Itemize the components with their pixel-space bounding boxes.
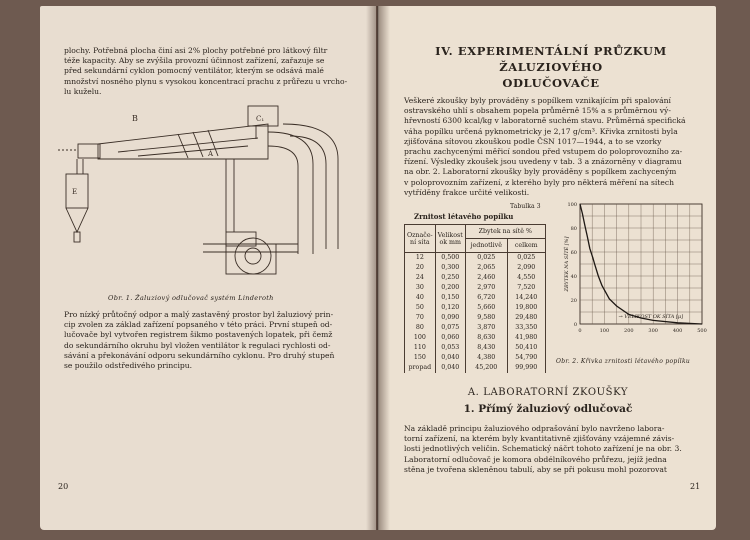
text-line: v poloprovozním zařízení, z kterého byly pro některá měření na sítech	[404, 177, 675, 187]
text-line: hřevností 6300 kcal/kg v laboratorně suchém stavu. Průměrná specifická	[404, 116, 686, 126]
text-line: vytříděny frakce určité velikosti.	[404, 187, 530, 197]
table-cell: 150	[405, 353, 436, 363]
table-cell: 6,720	[465, 293, 507, 303]
table-cell: 14,240	[507, 293, 545, 303]
table-row	[405, 273, 546, 283]
table-cell: 4,380	[465, 353, 507, 363]
y-tick-label: 20	[570, 298, 577, 304]
chapter-title-line-1: IV. EXPERIMENTÁLNÍ PRŮZKUM ŽALUZIOVÉHO	[435, 44, 667, 74]
grain-size-table	[404, 224, 546, 373]
label-b: B	[132, 114, 138, 123]
table-cell: 2,970	[465, 283, 507, 293]
text-line: Pro nízký průtočný odpor a malý zastavěný prostor byl žaluziový prin-	[64, 310, 334, 319]
text-line: zjišťována sítovou zkouškou podle ČSN 1017—1944, a to se vzorky	[404, 136, 662, 146]
text-line: řízení. Výsledky zkoušek jsou uvedeny v tab. 3 a znázorněny v diagramu	[404, 157, 682, 167]
y-tick-label: 80	[570, 226, 577, 232]
table-row	[405, 323, 546, 333]
text-line: váha popílku určená pyknometricky je 2,17 g/cm³. Křivka zrnitosti byla	[404, 126, 678, 136]
text-line: se použilo odstředivého principu.	[64, 361, 193, 371]
table-cell: 24	[405, 273, 436, 283]
x-tick-label: 300	[648, 328, 658, 334]
table-cell: 5,660	[465, 303, 507, 313]
section-paragraph	[404, 424, 696, 475]
table-body	[405, 253, 546, 373]
table-cell: 0,090	[435, 313, 465, 323]
table-cell: 2,460	[465, 273, 507, 283]
figure-1-caption: Obr. 1. Žaluziový odlučovač systém Linderoth	[108, 294, 274, 302]
text-line: množství nosného plynu s vysokou koncentrací prachu z průřezu u vrcho-	[64, 76, 348, 86]
table-cell: 0,250	[435, 273, 465, 283]
page-number-right: 21	[690, 482, 701, 491]
table-cell: 50	[405, 303, 436, 313]
table-cell: 0,150	[435, 293, 465, 303]
x-tick-label: 0	[578, 328, 582, 334]
table-cell: 50,410	[507, 343, 545, 353]
table-cell: 2,090	[507, 263, 545, 273]
y-tick-label: 60	[570, 250, 577, 256]
x-tick-label: 500	[697, 328, 707, 334]
table-cell: 0,500	[435, 253, 465, 263]
book-gutter	[366, 6, 390, 530]
table-cell: 0,040	[435, 353, 465, 363]
text-line: prachu zachycenými měřicí sondou před vstupem do poloprovozního za-	[404, 147, 683, 157]
table-cell: 40	[405, 293, 436, 303]
intro-paragraph	[404, 96, 696, 198]
header-total: celkem	[507, 239, 545, 253]
x-tick-label: 200	[624, 328, 634, 334]
text-line: před sekundární cyklon pomocný ventilátor, kterým se odsává malé	[64, 66, 324, 76]
y-tick-label: 40	[570, 274, 577, 280]
left-top-paragraph	[64, 46, 360, 97]
linderoth-separator-drawing	[58, 94, 358, 290]
right-page	[378, 6, 716, 530]
text-line: lučovače byl vytvořen registrem šikmo postavených lopatek, při čemž	[64, 330, 333, 340]
label-e: E	[72, 188, 78, 196]
chapter-title-line-2: ODLUČOVAČE	[502, 76, 600, 90]
table-cell: 3,870	[465, 323, 507, 333]
table-cell: 33,350	[507, 323, 545, 333]
text-line: sávání a překonávání odporu sekundárního cyklonu. Pro druhý stupeň	[64, 350, 335, 360]
table-cell: propad	[405, 363, 436, 373]
x-axis-label: → VELIKOST OK SÍTA [μ]	[618, 314, 684, 320]
table-cell: 99,990	[507, 363, 545, 373]
table-row	[405, 363, 546, 373]
left-page	[40, 6, 376, 530]
table-cell: 2,065	[465, 263, 507, 273]
table-row	[405, 333, 546, 343]
header-mesh-size: Velikost ok mm	[435, 225, 465, 253]
text-line: Na základě principu žaluziového odprašování bylo navrženo labora-	[404, 424, 665, 433]
table-cell: 8,630	[465, 333, 507, 343]
table-cell: 7,520	[507, 283, 545, 293]
table-cell: 0,053	[435, 343, 465, 353]
text-line: cip zvolen za základ zařízení popsaného v této práci. První stupeň od-	[64, 320, 333, 330]
text-line: torní zařízení, na kterém byly kvantitativně zjišťovány vzájemné závis-	[404, 434, 675, 444]
chapter-title	[406, 43, 696, 91]
table-cell: 0,120	[435, 303, 465, 313]
table-label: Tabulka 3	[510, 203, 541, 210]
table-cell: 0,025	[507, 253, 545, 263]
x-tick-label: 100	[599, 328, 610, 334]
table-row	[405, 293, 546, 303]
left-bottom-paragraph	[64, 310, 360, 371]
table-row	[405, 343, 546, 353]
table-cell: 0,040	[435, 363, 465, 373]
x-tick-label: 400	[672, 328, 683, 334]
table-cell: 0,075	[435, 323, 465, 333]
table-title: Zrnitost létavého popílku	[414, 212, 514, 221]
grain-curve-chart	[558, 196, 708, 356]
text-line: do sekundárního okruhu byl vložen ventilátor k regulaci rychlosti od-	[64, 340, 331, 350]
table-cell: 4,550	[507, 273, 545, 283]
table-cell: 0,200	[435, 283, 465, 293]
table-cell: 0,300	[435, 263, 465, 273]
label-a: A	[208, 150, 214, 158]
figure-2-caption: Obr. 2. Křivka zrnitosti létavého popílku	[556, 358, 691, 365]
table-row	[405, 353, 546, 363]
y-axis-label: ZBYTEK NA SÍTĚ [%]	[564, 236, 570, 292]
header-individual: jednotlivě	[465, 239, 507, 253]
table-cell: 0,060	[435, 333, 465, 343]
text-line: plochy. Potřebná plocha činí asi 2% plochy potřebné pro látkový filtr	[64, 46, 328, 55]
text-line: Veškeré zkoušky byly prováděny s popílkem vznikajícím při spalování	[404, 96, 671, 105]
table-row	[405, 283, 546, 293]
text-line: losti jednotlivých veličin. Schematický náčrt tohoto zařízení je na obr. 3.	[404, 444, 682, 454]
text-line: stěna je tvořena skleněnou tabulí, aby se při pokusu mohl pozorovat	[404, 464, 667, 474]
table-cell: 41,980	[507, 333, 545, 343]
table-cell: 0,025	[465, 253, 507, 263]
table-cell: 45,200	[465, 363, 507, 373]
table-row	[405, 263, 546, 273]
table-cell: 29,480	[507, 313, 545, 323]
y-tick-label: 0	[573, 322, 577, 328]
table-cell: 12	[405, 253, 436, 263]
header-residue: Zbytek na sítě %	[465, 225, 545, 239]
text-line: Laboratorní odlučovač je komora obdélníkového průřezu, jejíž jedna	[404, 454, 667, 464]
table-cell: 100	[405, 333, 436, 343]
table-row	[405, 253, 546, 263]
text-line: ostravského uhlí s obsahem popela průměrně 15% a s průměrnou vý-	[404, 106, 671, 116]
table-row	[405, 303, 546, 313]
label-c1: C₁	[256, 115, 265, 123]
table-cell: 70	[405, 313, 436, 323]
text-line: téže kapacity. Aby se zvýšila provozní účinnost zařízení, zařazuje se	[64, 56, 325, 66]
page-number-left: 20	[58, 482, 69, 491]
y-tick-label: 100	[567, 202, 577, 208]
chart-svg	[558, 196, 708, 356]
header-sieve: Označe-ní síta	[405, 225, 436, 253]
table-cell: 54,790	[507, 353, 545, 363]
table-cell: 80	[405, 323, 436, 333]
table-cell: 110	[405, 343, 436, 353]
section-heading-1: 1. Přímý žaluziový odlučovač	[463, 403, 633, 415]
table-cell: 9,580	[465, 313, 507, 323]
table-row	[405, 313, 546, 323]
table-cell: 8,430	[465, 343, 507, 353]
text-line: lu kuželu.	[64, 86, 102, 96]
table-cell: 20	[405, 263, 436, 273]
section-heading-a: A. LABORATORNÍ ZKOUŠKY	[467, 387, 629, 398]
table-cell: 30	[405, 283, 436, 293]
table-cell: 19,800	[507, 303, 545, 313]
text-line: na obr. 2. Laboratorní zkoušky byly prováděny s popílkem zachyceným	[404, 167, 677, 177]
